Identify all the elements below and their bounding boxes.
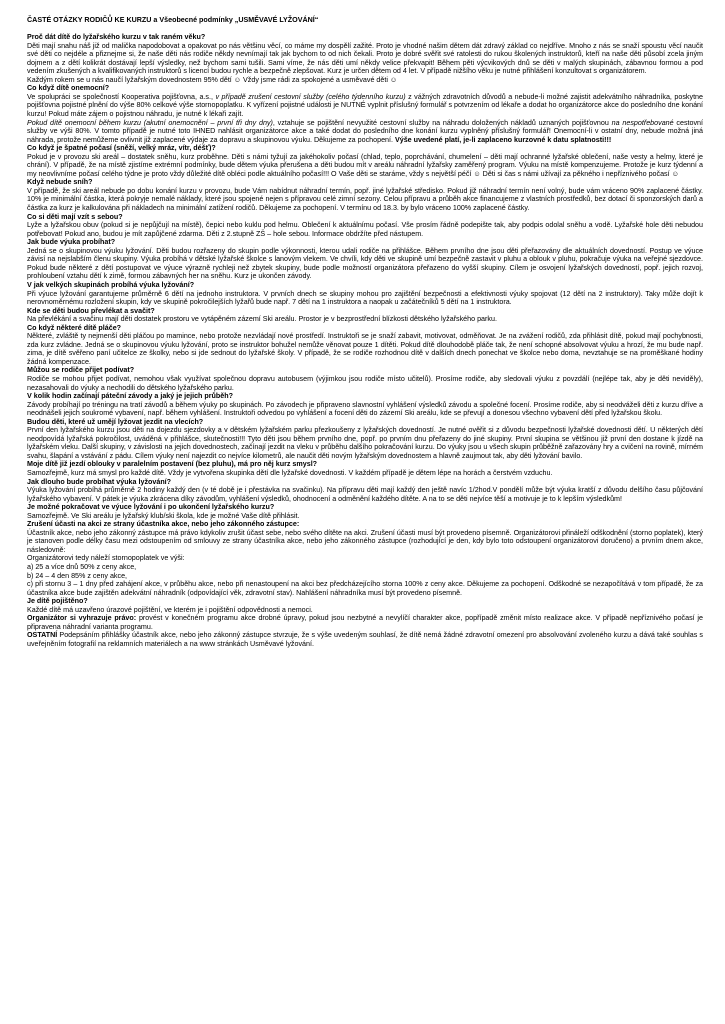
answer-text: b) 24 – 4 den 85% z ceny akce, [27, 571, 128, 580]
answer-text: Ve spolupráci se společností Kooperativa pojišťovna, a.s., [27, 92, 216, 101]
faq-answer-paragraph [27, 187, 703, 213]
answer-text: Rodiče se mohou přijet podívat, nemohou však využívat společnou dopravu autobusem (výjimkou jsou rodiče místo učitelů). Prosíme rodiče, aby sledovali výuku z povzdálí (nejlépe tak, aby je děti neviděly), nezasahovali do výuky a nechodili do dětského lyžařského parku. [27, 374, 703, 392]
answer-text: Podepsáním přihlášky účastník akce, nebo jeho zákonný zástupce stvrzuje, že s výše uvedeným souhlasí, že dítě nemá žádné zdravotní omezení pro absolvování zvoleného kurzu a dává také souhlas s uveřejněním fotografií na reklamních materiálech a na www stránkách Usměvavé lyžování. [27, 631, 703, 648]
faq-question: Co si děti mají vzít s sebou? [27, 212, 123, 221]
faq-question: Moje dítě již jezdí oblouky v paralelním postavení (bez pluhu), má pro něj kurz smysl? [27, 460, 318, 469]
answer-text: Samozřejmě. Ve Ski areálu je lyžařský klub/ski škola, kde je možné Vaše dítě přihlásit. [27, 511, 300, 520]
faq-answer-paragraph [27, 469, 703, 478]
faq-section [27, 324, 703, 367]
faq-section [27, 503, 703, 520]
faq-question: V jak velkých skupinách probíhá výuka lyžování? [27, 280, 195, 289]
faq-section [27, 213, 703, 239]
faq-answer-paragraph [27, 119, 703, 145]
faq-section [27, 478, 703, 504]
faq-answer-paragraph [27, 426, 703, 460]
faq-section [27, 84, 703, 144]
faq-answer-paragraph [27, 554, 703, 563]
answer-text: Účastník akce, nebo jeho zákonný zástupce má právo kdykoliv zrušit účast sebe, nebo svého dítěte na akci. Zrušení účasti musí být provedeno písemně. Organizátorovi přináleží odškodnění (storno poplatek), který je stanoven podle délky času mezi odstoupením od smlouvy ze strany účastníka akce, nebo jeho zákonného zástupce (rozhodující je den, kdy bylo toto odstoupení organizátorovi doručeno) a prvním dnem akce, následovně: [27, 528, 703, 554]
answer-text: Závody probíhají po tréningu na tratí závodů a během výuky po skupinách. Po závodech je připraveno slavnostní vyhlášení výsledků závodu a společné focení. Prosíme rodiče, aby si neodváželi děti z kurzu dříve a neodnášeli jejich soukromé vybavení, např. během vyhlášení. Instruktoři odvedou po vyhlášení a focení děti do zázemí Ski areálu, kde se převují a donesou všechno vybavení dětí před lyžařskou školu. [27, 400, 703, 418]
answer-text: provést v konečném programu akce drobné úpravy, pokud jsou nezbytné a nevylíčí charakter akce, popřípadě změnit místo realizace akce. V případě nepříznivého počasí je připravena náhradní varianta programu. [27, 614, 703, 631]
faq-question: V kolik hodin začínají páteční závody a jaký je jejich průběh? [27, 392, 233, 401]
faq-question: Budou děti, které už umějí lyžovat jezdit na vlecích? [27, 417, 204, 426]
faq-answer-paragraph [27, 42, 703, 76]
faq-answer-paragraph [27, 614, 703, 631]
faq-answer-paragraph [27, 247, 703, 281]
faq-answer-paragraph [27, 529, 703, 555]
answer-text: Organizátorovi tedy náleží stornopoplatek ve výši: [27, 554, 185, 563]
faq-section [27, 307, 703, 324]
faq-answer-paragraph [27, 401, 703, 418]
faq-answer-paragraph [27, 572, 703, 581]
faq-section [27, 144, 703, 178]
italic-text: na nespotřebované [611, 118, 674, 127]
faq-answer-paragraph [27, 631, 703, 648]
italic-text: v případě zrušení cestovní služby (celého týdenního kurzu) [215, 92, 406, 101]
faq-answer-paragraph [27, 332, 703, 366]
faq-section [27, 178, 703, 212]
answer-text: První den lyžařského kurzu jsou děti na dojezdu sjezdovky a v dětském lyžařském parku přezkoušeny z lyžařských dovedností. Je nutné ověřit si z důvodu bezpečnosti lyžařské dovednosti dětí. U některých dětí neodpovídá lyžařská pokročilost, uváděná v přihlášce, skutečnosti!!! Tyto děti jsou během prvního dne, popř. po prvním dnu přeřazeny do jiné skupiny. První skupina se většinou již první den dostane k jízdě na lyžařském vleku. Další skupiny, v závislosti na jejich dovednostech, začínají jezdit na vleku v průběhu dalšího pokračování kurzu. Do výuky jsou u všech skupin průběžně zařazovány hry a cvičení na rovině, mírném svahu, šlapání a vstávání z pádu. Cílem výuky není najezdit co nejvíce kilometrů, ale naučit děti novým lyžařským dovednostem a hlavně zaujmout tak, aby děti lyžování bavilo. [27, 426, 703, 460]
faq-question: Jak bude výuka probíhat? [27, 238, 116, 247]
faq-question: Když nebude sníh? [27, 178, 93, 187]
answer-text: Při výuce lyžování garantujeme průměrně 6 dětí na jednoho instruktora. V prvních dnech se skupiny mohou pro zajištění bezpečnosti a efektivnosti výuky spojovat (12 dětí na 2 instruktory). Taky může dojít k nerovnoměrnému rozložení skupin, kdy ve skupině pokročilejších lyžařů bude např. 7 dětí na 1 instruktora a naopak u začátečníků 5 dětí na 1 instruktora. [27, 289, 703, 307]
faq-question: Kde se děti budou převlékat a svačit? [27, 306, 155, 315]
faq-section [27, 33, 703, 84]
faq-answer-paragraph [27, 153, 703, 179]
faq-section [27, 238, 703, 281]
faq-question: Je možné pokračovat ve výuce lyžování i po ukončení lyžařského kurzu? [27, 503, 275, 512]
faq-section [27, 366, 703, 392]
answer-text: Každé dítě má uzavřeno úrazové pojištění, ve kterém je i pojištění odpovědnosti a nemoci. [27, 605, 313, 614]
faq-section [27, 418, 703, 461]
answer-text: Pokud je v provozu ski areál – dostatek sněhu, kurz proběhne. Děti s námi tyžují za jakéhokoliv počasí (chlad, teplo, poprchávání, chumelení – děti mají ochranné lyžařské oblečení, naše vesty a helmy, které je chrání). V případě, že na místě zjistíme extrémní podmínky, bude dětem výuka přerušena a děti budou mít v areálu náhradní lyžařsky zaměřený program. Výuku na místě kompenzujeme. Protože je kurz týdenní a my neovlivníme počasí celého týdne je proto vždy důležité dítě obléci podle aktuálního počasí!!! O Vaše děti se staráme, vždy s největší péčí ☺ Děti si čas s námi užívají za pěkného i nepříznivého počasí ☺ [27, 152, 703, 178]
faq-question: Zrušení účasti na akci ze strany účastníka akce, nebo jeho zákonného zástupce: [27, 520, 300, 529]
bold-text: Výše uvedené platí, je-li zaplaceno kurzovné k datu splatnosti!!! [394, 135, 612, 144]
faq-section [27, 460, 703, 477]
faq-question: Proč dát dítě do lyžařského kurzu v tak raném věku? [27, 33, 206, 42]
faq-answer-paragraph [27, 486, 703, 503]
answer-text: , vztahuje se pojištění nevyužité cestovní služby na náhradu doložených nákladů uznaných pojišťovnou [272, 118, 612, 127]
faq-question: Co když je špatné počasí (sněží, velký mráz, vítr, déšť)? [27, 144, 216, 153]
faq-answer-paragraph [27, 512, 703, 521]
faq-question: Co když některé dítě pláče? [27, 323, 122, 332]
faq-question: Je dítě pojištěno? [27, 597, 88, 606]
answer-text: a) 25 a více dnů 50% z ceny akce, [27, 563, 137, 571]
faq-answer-paragraph [27, 315, 703, 324]
faq-question: Co když dítě onemocní? [27, 84, 110, 93]
answer-text: Lyže a lyžařskou obuv (pokud si je nepůjčují na místě), čepici nebo kuklu pod helmu. Oblečení k aktuálnímu počasí. Vše prosím řádně podepište tak, aby podpis odolal sněhu a vodě. Lyžařské hole děti nebudou potřebovat! Pokud ano, budou je mít zapůjčené zdarma. Děti z 2.stupně ZŠ – hole sebou. Informace obdržíte před nástupem. [27, 221, 703, 238]
bold-text: OSTATNÍ [27, 631, 58, 640]
faq-answer-paragraph [27, 290, 703, 307]
answer-text: Jedná se o skupinovou výuku lyžování. Děti budou rozřazeny do skupin podle výkonnosti, kterou udali rodiče na přihlášce. Během prvního dne jsou děti přeřazovány dle aktuálních dovedností. Postup ve výuce závisí na nejslabším členu skupiny. Výuka probíhá v dětské lyžařské školce s lanovým vlekem. Ve chvíli, kdy děti ve skupině umí bezpečně zastavit v pluhu a oblouk v pluhu, pokračuje výuka na veřejné sjezdovce. Pokud bude některé z dětí postupovat ve výuce výrazně rychleji než zbytek skupiny, bude podle možností organizátora přeřazeno do vyšší skupiny. Cílem je osvojení lyžařských dovedností, popř. jejich rozvoj, prohloubení vztahu dětí k zimě, formou zábavných her na sněhu. Kurz je ukončen závody. [27, 246, 703, 281]
answer-text: Každým rokem se u nás naučí lyžařským dovednostem 95% dětí ☺ Vždy jsme rádi za spokojené a usměvavé děti ☺ [27, 75, 398, 84]
title-spacer [27, 25, 703, 34]
faq-answer-paragraph [27, 375, 703, 392]
faq-answer-paragraph [27, 563, 703, 572]
faq-section [27, 520, 703, 597]
faq-answer-paragraph [27, 606, 703, 615]
answer-text: Děti mají snahu náš již od malička napodobovat a opakovat po nás většinu věcí, co máme my dospělí zažité. Proto je vhodné našim dětem dát zdravý základ co nejdříve. Mnoho z nás se snaží spoustu věcí naučit své děti co nejdéle a přiznejme si, že naše děti nás rodiče někdy nevnímají tak jak bychom to od nich čekali. Proto je dobré svěřit své ratolesti do rukou školených instruktorů, kteří na naše děti působí zcela jiným dojmem a z dětí kolikrát dostávají lepší výsledky, než bychom sami tušili. Sami víme, že nás děti umí někdy velice překvapit! Během pěti výcvikových dnů se děti v malých skupinách, zábavnou formou a pod vedením zkušených a kvalifikovaných instruktorů s licencí budou rychle a bezpečně zlepšovat. Kurz je určen dětem od 4 let. V případě nižšího věku je nutné přihlášení konzultovat s organizátorem. [27, 41, 703, 76]
faq-answer-paragraph [27, 93, 703, 119]
faq-answer-paragraph [27, 221, 703, 238]
faq-question: Jak dlouho bude probíhat výuka lyžování? [27, 477, 172, 486]
faq-answer-paragraph [27, 580, 703, 597]
document-title: ČASTÉ OTÁZKY RODIČŮ KE KURZU a Všeobecné podmínky „USMĚVAVÉ LYŽOVÁNÍ“ [27, 16, 319, 24]
answer-text: c) při stornu 3 – 1 dny před zahájení akce, v průběhu akce, nebo při nenastoupení na akci bez předcházejícího storna 100% z ceny akce. Děkujeme za pochopení. Odškodné se nezapočítává v tom případě, že za účastníka akce bude zajištěn adekvátní náhradník (odpovídající věk, zdravotní stav). Nahlášení náhradníka musí být provedeno písemně. [27, 580, 703, 597]
faq-answer-paragraph [27, 76, 703, 85]
answer-text: V případě, že ski areál nebude po dobu konání kurzu v provozu, bude Vám nabídnut náhradní termín, popř. jiné lyžařské středisko. Pokud již náhradní termín není volný, bude vám vráceno 90% zaplacené částky. 10% je minimální částka, která pokryje nemalé náklady, které jsou spojené nejen s přípravou celé zimní sezony. Celou přípravu a průběh akce financujeme z vlastních prostředků, bez dotací či sponzorských darů a částka za kurz je kalkulována při nákladech na minimální zatížení rodičů. Děkujeme za pochopení. V termínu od 18.3. by bylo vráceno 100% zaplacené částky. [27, 186, 703, 213]
answer-text: cestovní služby ve výši 80%. V tomto případě je nutné toto IHNED nahlásit organizátorce akce a také dodat do posledního dne konání kurzu vyplněný příslušný formulář! Onemocní-li v ostatní dny, nebude možná jiná náhrada, protože nemůžeme ovlivnit již zaplacené výdaje za dopravu a skupinovou výuku. Děkujeme za pochopení. [27, 118, 704, 144]
italic-text: Pokud dítě onemocní během kurzu (akutní onemocnění – první tři dny dny) [27, 118, 273, 127]
answer-text: Na převlékání a svačinu mají děti dostatek prostoru ve vytápěném zázemí Ski areálu. Prostor je v bezprostřední blízkosti dětského lyžařského parku. [27, 315, 497, 324]
faq-sections [27, 33, 703, 648]
answer-text: Samozřejmě, kurz má smysl pro každé dítě. Vždy je vytvořena skupinka dětí dle lyžařské dovednosti. V každém případě je dětem lépe na horách a čerstvém vzduchu. [27, 468, 553, 477]
bold-text: Organizátor si vyhrazuje právo: [27, 614, 137, 623]
answer-text: Některé, zvláště ty nejmenší děti pláčou po mamince, nebo protože nezvládají nové prostředí. Instruktoři se je snaží zabavit, motivovat, odměňovat. Je na zvážení rodičů, zda přihlásit dítě, pokud mají pochybnosti, zda kurz zvládne. Jedná se o skupinovou výuku lyžování, proto se instruktor bohužel nemůže věnovat pouze 1 dítěti. Pokud dítě dlouhodobě pláče tak, že není schopné absolvovat výuku a hrozí, že mu bude např. zima, je dítě svěřeno paní učitelce ze školky, nebo si jde sednout do lyžařské školy. V případě, že se rodiče rozhodnou dítě v dalších dnech ponechat ve školce nebo doma, nevztahuje se na proměškané hodiny žádná kompenzace. [27, 332, 703, 366]
faq-section [27, 281, 703, 307]
answer-text: z vážných zdravotních důvodů a nebude-li možné zajistit adekvátního náhradníka, poskytne pojišťovna pojistné plnění do výše 80% celkové výše stornopoplatku. K vyřízení pojistné události je NUTNÉ vyplnit příslušný formulář s potvrzením od lékaře a dodat ho organizátorce akce do posledního dne konání kurzu! Pokud máte zájem o pojistnou náhradu, je nutné k lékaři zajít. [27, 92, 703, 119]
faq-section [27, 392, 703, 418]
answer-text: Výuka lyžování probíhá průměrně 2 hodiny každý den (v té době je i přestávka na svačinku). Na přípravu děti mají každý den ještě navíc 1/2hod.V pondělí může být výuka kratší z důvodu delšího času půjčování lyžařského vybavení. V pátek je výuka zkrácena díky závodům, vyhlášení výsledků, ohodnocení a odměnění každého dítěte. A na to se děti nejvíce těší a motivuje je to k lepším výsledkům! [27, 486, 703, 503]
faq-question: Můžou se rodiče přijet podívat? [27, 366, 135, 375]
faq-section [27, 597, 703, 648]
